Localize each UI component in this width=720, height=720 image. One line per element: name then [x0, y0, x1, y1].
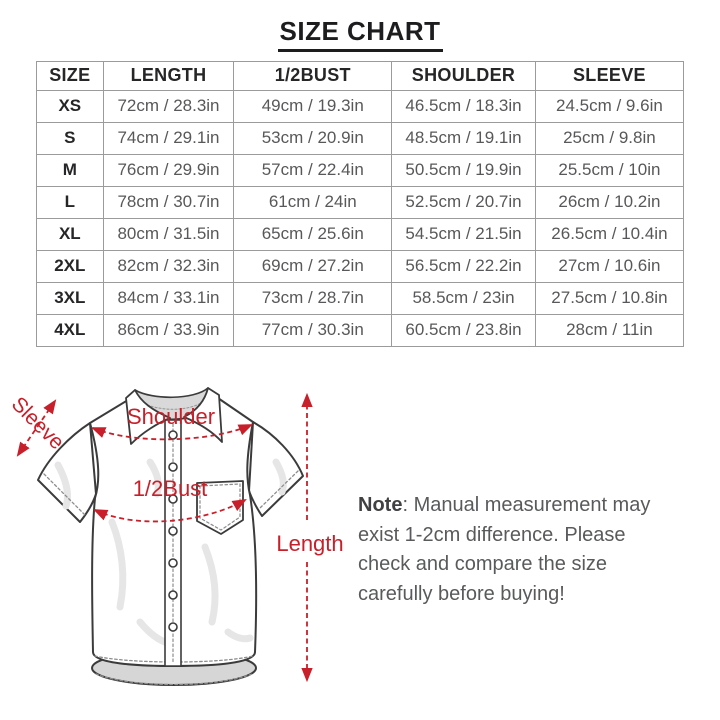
- measurement-cell: 56.5cm / 22.2in: [392, 250, 536, 282]
- measurement-cell: 46.5cm / 18.3in: [392, 90, 536, 122]
- column-header-shoulder: SHOULDER: [392, 61, 536, 90]
- measurement-cell: 25cm / 9.8in: [535, 122, 683, 154]
- measurement-cell: 74cm / 29.1in: [103, 122, 234, 154]
- sleeve-label: Sleeve: [6, 392, 69, 455]
- measurement-cell: 84cm / 33.1in: [103, 282, 234, 314]
- measurement-cell: 26cm / 10.2in: [535, 186, 683, 218]
- length-label: Length: [276, 531, 344, 556]
- measurement-cell: 65cm / 25.6in: [234, 218, 392, 250]
- size-cell: XL: [37, 218, 104, 250]
- shirt-illustration: [38, 388, 303, 685]
- measurement-cell: 27cm / 10.6in: [535, 250, 683, 282]
- table-row: [37, 154, 684, 186]
- measurement-cell: 73cm / 28.7in: [234, 282, 392, 314]
- column-header-sleeve: SLEEVE: [535, 61, 683, 90]
- measurement-cell: 72cm / 28.3in: [103, 90, 234, 122]
- column-header-length: LENGTH: [103, 61, 234, 90]
- column-header-size: SIZE: [37, 61, 104, 90]
- table-row: [37, 122, 684, 154]
- table-row: [37, 250, 684, 282]
- measurement-cell: 26.5cm / 10.4in: [535, 218, 683, 250]
- size-cell: 2XL: [37, 250, 104, 282]
- measurement-cell: 60.5cm / 23.8in: [392, 314, 536, 346]
- size-table-body: [37, 90, 684, 346]
- table-header-row: [37, 61, 684, 90]
- size-cell: L: [37, 186, 104, 218]
- measurement-cell: 61cm / 24in: [234, 186, 392, 218]
- table-row: [37, 282, 684, 314]
- note-label: Note: [358, 494, 403, 516]
- measurement-cell: 25.5cm / 10in: [535, 154, 683, 186]
- measurement-cell: 58.5cm / 23in: [392, 282, 536, 314]
- size-cell: 3XL: [37, 282, 104, 314]
- shoulder-label: Shoulder: [126, 404, 216, 429]
- measurement-cell: 80cm / 31.5in: [103, 218, 234, 250]
- measurement-cell: 78cm / 30.7in: [103, 186, 234, 218]
- measurement-cell: 50.5cm / 19.9in: [392, 154, 536, 186]
- size-cell: XS: [37, 90, 104, 122]
- page-title: SIZE CHART: [278, 17, 443, 52]
- table-row: [37, 314, 684, 346]
- measurement-note: [358, 491, 660, 609]
- bust-label: 1/2Bust: [132, 476, 208, 501]
- measurement-cell: 76cm / 29.9in: [103, 154, 234, 186]
- size-cell: M: [37, 154, 104, 186]
- size-cell: S: [37, 122, 104, 154]
- title-wrap: [0, 0, 720, 52]
- size-chart-table: [36, 61, 684, 347]
- table-row: [37, 218, 684, 250]
- measurement-cell: 82cm / 32.3in: [103, 250, 234, 282]
- measurement-cell: 77cm / 30.3in: [234, 314, 392, 346]
- shirt-measurement-diagram: [0, 370, 350, 710]
- column-header-bust: 1/2BUST: [234, 61, 392, 90]
- measurement-cell: 53cm / 20.9in: [234, 122, 392, 154]
- measurement-cell: 28cm / 11in: [535, 314, 683, 346]
- measurement-cell: 24.5cm / 9.6in: [535, 90, 683, 122]
- note-text: : Manual measurement may exist 1-2cm difference. Please check and compare the size carefully before buying!: [358, 494, 651, 605]
- measurement-cell: 57cm / 22.4in: [234, 154, 392, 186]
- measurement-cell: 49cm / 19.3in: [234, 90, 392, 122]
- measurement-cell: 54.5cm / 21.5in: [392, 218, 536, 250]
- table-row: [37, 90, 684, 122]
- measurement-cell: 48.5cm / 19.1in: [392, 122, 536, 154]
- measurement-cell: 27.5cm / 10.8in: [535, 282, 683, 314]
- table-row: [37, 186, 684, 218]
- measurement-cell: 52.5cm / 20.7in: [392, 186, 536, 218]
- size-cell: 4XL: [37, 314, 104, 346]
- measurement-cell: 69cm / 27.2in: [234, 250, 392, 282]
- measurement-cell: 86cm / 33.9in: [103, 314, 234, 346]
